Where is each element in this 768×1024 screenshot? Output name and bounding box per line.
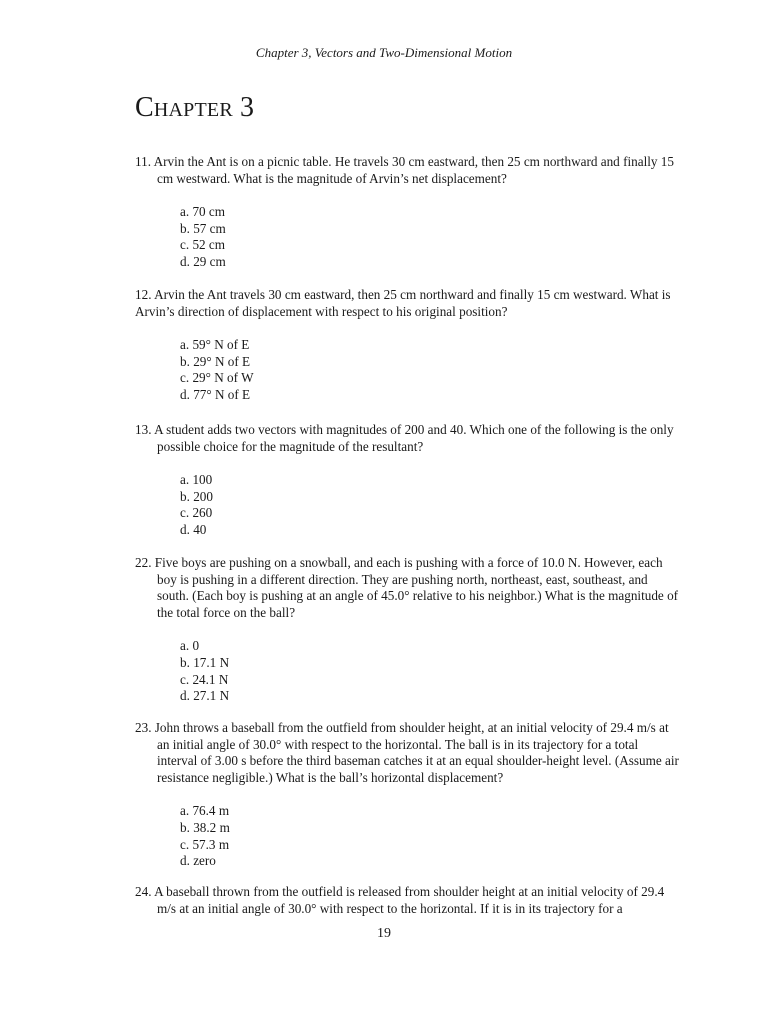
question-text: A baseball thrown from the outfield is released from shoulder height at an initial velocity of 29.4 m/s at an initial angle of 30.0° with respect to the horizontal. If it is in its trajectory for a xyxy=(154,884,665,916)
choice-b: b. 29° N of E xyxy=(180,353,251,369)
answer-choices xyxy=(135,204,680,270)
choice-a: a. 100 xyxy=(180,472,213,488)
choice-b: b. 200 xyxy=(180,488,213,504)
choice-b: b. 38.2 m xyxy=(180,819,230,835)
choice-c: c. 29° N of W xyxy=(180,370,254,386)
question-text: Arvin the Ant travels 30 cm eastward, then 25 cm northward and finally 15 cm westward. What is Arvin’s direction of displacement with respect to his original position? xyxy=(135,287,671,319)
question-11 xyxy=(135,154,680,271)
question-12 xyxy=(135,287,680,404)
question-stem xyxy=(135,720,680,786)
choice-a: a. 59° N of E xyxy=(180,337,250,353)
choice-b: b. 57 cm xyxy=(180,220,226,236)
choice-a: a. 0 xyxy=(180,638,200,654)
choice-d: d. 29 cm xyxy=(180,253,226,269)
choice-c: c. 24.1 N xyxy=(180,671,229,687)
choice-a: a. 70 cm xyxy=(180,204,226,220)
question-13 xyxy=(135,422,680,539)
choice-a: a. 76.4 m xyxy=(180,803,230,819)
answer-choices xyxy=(135,337,680,403)
question-number: 13. xyxy=(135,422,152,437)
answer-choices xyxy=(135,803,680,869)
question-number: 12. xyxy=(135,287,152,302)
question-number: 11. xyxy=(135,154,151,169)
choice-d: d. 27.1 N xyxy=(180,688,230,704)
question-stem xyxy=(135,555,680,621)
question-stem xyxy=(135,154,680,187)
question-number: 24. xyxy=(135,884,152,899)
question-stem xyxy=(135,287,680,320)
page-number: 19 xyxy=(377,926,391,941)
question-number: 22. xyxy=(135,555,152,570)
question-stem xyxy=(135,884,680,917)
question-text: John throws a baseball from the outfield from shoulder height, at an initial velocity of 29.4 m/s at an initial angle of 30.0° with respect to the horizontal. The ball is in its trajectory for a total interval of 3.00 s before the third baseman catches it at an equal shoulder-height level. (Assume air resistance negligible.) What is the ball’s horizontal displacement? xyxy=(154,720,679,785)
choice-c: c. 52 cm xyxy=(180,237,226,253)
choice-c: c. 260 xyxy=(180,505,213,521)
question-22 xyxy=(135,555,680,705)
question-23 xyxy=(135,720,680,870)
question-text: Five boys are pushing on a snowball, and each is pushing with a force of 10.0 N. However, each boy is pushing in a different direction. They are pushing north, northeast, east, southeast, and south. (Each boy is pushing at an angle of 45.0° relative to his neighbor.) What is the magnitude of the total force on the ball? xyxy=(154,555,679,620)
choice-d: d. 77° N of E xyxy=(180,386,251,402)
choice-d: d. 40 xyxy=(180,521,207,537)
question-number: 23. xyxy=(135,720,152,735)
answer-choices xyxy=(135,472,680,538)
choice-b: b. 17.1 N xyxy=(180,654,230,670)
chapter-title: Chapter 3 xyxy=(135,92,255,123)
choice-c: c. 57.3 m xyxy=(180,836,230,852)
question-text: A student adds two vectors with magnitudes of 200 and 40. Which one of the following is the only possible choice for the magnitude of the resultant? xyxy=(154,422,674,454)
choice-d: d. zero xyxy=(180,853,216,869)
question-text: Arvin the Ant is on a picnic table. He travels 30 cm eastward, then 25 cm northward and finally 15 cm westward. What is the magnitude of Arvin’s net displacement? xyxy=(153,154,674,186)
question-stem xyxy=(135,422,680,455)
answer-choices xyxy=(135,638,680,704)
question-24 xyxy=(135,884,680,917)
running-header: Chapter 3, Vectors and Two-Dimensional Motion xyxy=(255,45,513,60)
